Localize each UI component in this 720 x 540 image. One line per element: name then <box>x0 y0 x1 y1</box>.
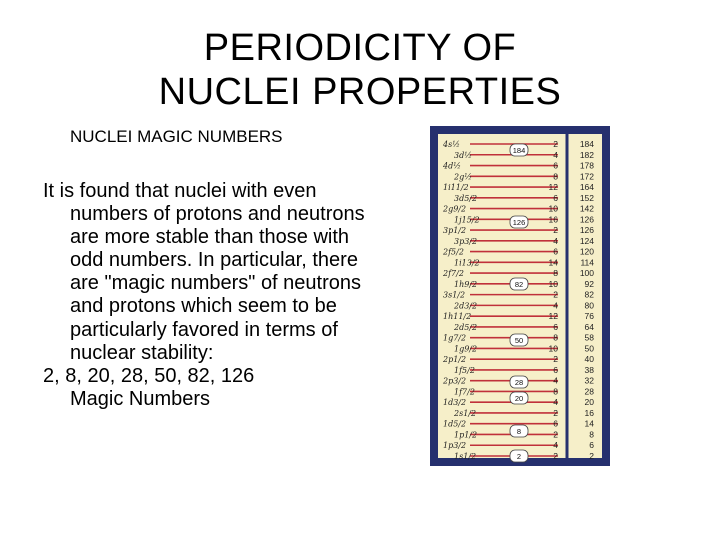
orbital-label: 1d5/2 <box>443 419 467 429</box>
magic-number-label: 82 <box>514 280 524 289</box>
cumulative-count: 114 <box>580 257 594 268</box>
level-occupancy: 6 <box>553 246 558 257</box>
orbital-label: 4d½ <box>443 161 461 171</box>
cumulative-count: 8 <box>589 429 594 440</box>
orbital-label: 1i11/2 <box>443 183 469 193</box>
level-occupancy: 10 <box>548 203 558 214</box>
cumulative-count: 100 <box>579 268 594 279</box>
orbital-label: 4s½ <box>443 140 460 149</box>
cumulative-count: 32 <box>584 375 594 386</box>
level-occupancy: 6 <box>553 192 558 203</box>
orbital-label: 1i13/2 <box>454 258 480 268</box>
body-paragraph: It is found that nuclei with even numbers of protons and neutrons are more stable than those with odd numbers. In particular, there are "magic numbers" of neutrons and protons which seem to be particularly favored in terms of nuclear stability: <box>43 180 365 364</box>
cumulative-count: 2 <box>589 451 594 461</box>
orbital-label: 2p3/2 <box>443 376 467 386</box>
magic-number-label: 28 <box>514 378 524 387</box>
orbital-label: 3p1/2 <box>443 226 467 236</box>
cumulative-count: 182 <box>579 149 594 160</box>
orbital-label: 3p3/2 <box>454 236 478 246</box>
slide-title <box>0 26 720 114</box>
orbital-label: 2d5/2 <box>454 322 478 332</box>
magic-number-label: 50 <box>514 336 524 345</box>
orbital-label: 2g½ <box>454 172 472 182</box>
level-occupancy: 4 <box>553 375 558 386</box>
magic-number-label: 8 <box>516 427 522 436</box>
magic-numbers-caption: Magic Numbers <box>70 387 211 410</box>
level-occupancy: 6 <box>553 321 558 332</box>
level-occupancy: 4 <box>553 440 558 451</box>
orbital-label: 3d½ <box>454 150 472 160</box>
orbital-label: 1p1/2 <box>454 430 478 440</box>
level-occupancy: 14 <box>548 257 558 268</box>
magic-number-label: 2 <box>516 452 522 461</box>
level-occupancy: 6 <box>553 160 558 171</box>
cumulative-count: 64 <box>584 321 594 332</box>
cumulative-count: 76 <box>584 311 594 322</box>
orbital-label: 3d5/2 <box>454 193 478 203</box>
cumulative-count: 80 <box>584 300 594 311</box>
cumulative-count: 16 <box>584 407 594 418</box>
level-occupancy: 4 <box>553 397 558 408</box>
magic-numbers-list: 2, 8, 20, 28, 50, 82, 126 <box>43 364 255 387</box>
cumulative-count: 120 <box>579 246 594 257</box>
cumulative-count: 92 <box>584 278 594 289</box>
cumulative-count: 6 <box>589 440 594 451</box>
level-occupancy: 2 <box>553 139 558 149</box>
cumulative-count: 142 <box>579 203 594 214</box>
level-occupancy: 4 <box>553 149 558 160</box>
level-occupancy: 2 <box>553 354 558 365</box>
orbital-label: 1g9/2 <box>454 344 478 354</box>
orbital-label: 1f7/2 <box>454 387 475 397</box>
title-line-2: NUCLEI PROPERTIES <box>158 71 562 113</box>
title-line-1: PERIODICITY OF <box>203 27 517 69</box>
cumulative-count: 50 <box>584 343 594 354</box>
level-occupancy: 6 <box>553 364 558 375</box>
cumulative-count: 40 <box>584 354 594 365</box>
cumulative-count: 172 <box>579 171 594 182</box>
level-occupancy: 8 <box>553 386 558 397</box>
cumulative-count: 38 <box>584 364 594 375</box>
orbital-label: 1p3/2 <box>443 441 467 451</box>
orbital-label: 1h11/2 <box>443 312 472 322</box>
level-occupancy: 6 <box>553 418 558 429</box>
cumulative-count: 164 <box>579 182 594 193</box>
orbital-label: 2s1/2 <box>454 408 477 418</box>
orbital-label: 1j15/2 <box>454 215 480 225</box>
level-occupancy: 4 <box>553 300 558 311</box>
body-text <box>43 180 373 411</box>
cumulative-count: 20 <box>584 397 594 408</box>
cumulative-count: 124 <box>579 235 594 246</box>
level-occupancy: 8 <box>553 268 558 279</box>
magic-number-label: 20 <box>514 394 524 403</box>
cumulative-count: 184 <box>579 139 594 149</box>
shell-model-diagram <box>430 126 610 466</box>
orbital-label: 2g9/2 <box>443 204 467 214</box>
level-occupancy: 12 <box>548 182 558 193</box>
orbital-label: 1f5/2 <box>454 365 475 375</box>
orbital-label: 1d3/2 <box>443 398 467 408</box>
level-occupancy: 2 <box>553 407 558 418</box>
shell-model-svg <box>430 126 610 466</box>
cumulative-count: 152 <box>579 192 594 203</box>
cumulative-count: 28 <box>584 386 594 397</box>
cumulative-count: 126 <box>579 225 594 236</box>
orbital-label: 2f5/2 <box>443 247 464 257</box>
level-occupancy: 16 <box>548 214 558 225</box>
orbital-label: 1g7/2 <box>443 333 467 343</box>
level-occupancy: 2 <box>553 225 558 236</box>
level-occupancy: 12 <box>548 311 558 322</box>
orbital-label: 2p1/2 <box>443 355 467 365</box>
magic-number-label: 126 <box>512 218 526 227</box>
section-subtitle: NUCLEI MAGIC NUMBERS <box>70 127 283 146</box>
cumulative-count: 178 <box>579 160 594 171</box>
orbital-label: 2d3/2 <box>454 301 478 311</box>
level-occupancy: 2 <box>553 289 558 300</box>
orbital-label: 3s1/2 <box>443 290 466 300</box>
level-occupancy: 10 <box>548 343 558 354</box>
level-occupancy: 2 <box>553 451 558 461</box>
orbital-label: 2f7/2 <box>443 269 464 279</box>
level-occupancy: 4 <box>553 235 558 246</box>
cumulative-count: 14 <box>584 418 594 429</box>
orbital-label: 1h9/2 <box>454 279 478 289</box>
cumulative-count: 82 <box>584 289 594 300</box>
magic-number-label: 184 <box>512 146 526 155</box>
cumulative-count: 58 <box>584 332 594 343</box>
level-occupancy: 10 <box>548 278 558 289</box>
cumulative-count: 126 <box>579 214 594 225</box>
level-occupancy: 8 <box>553 171 558 182</box>
level-occupancy: 2 <box>553 429 558 440</box>
orbital-label: 1s1/2 <box>454 452 477 461</box>
level-occupancy: 8 <box>553 332 558 343</box>
